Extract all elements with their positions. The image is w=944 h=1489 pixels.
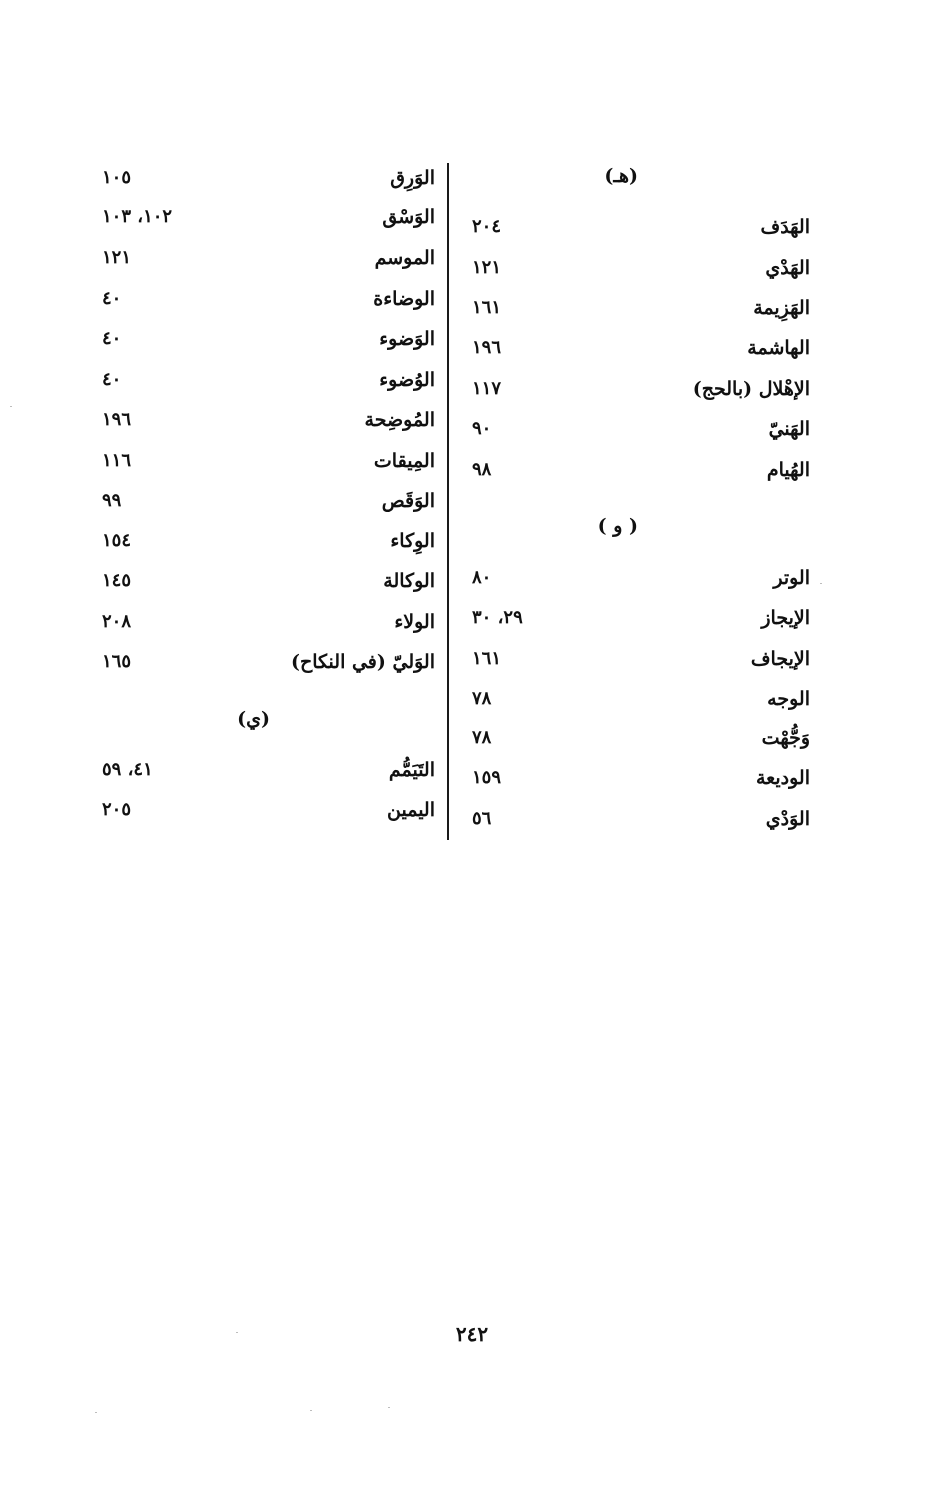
- index-entry: [90, 364, 435, 396]
- entry-pages: ١٠٥: [102, 167, 132, 188]
- section-heading-waw: ( و ): [597, 515, 638, 537]
- index-entry: [460, 562, 810, 594]
- entry-term: الوديعة: [756, 767, 810, 789]
- entry-pages: ٩٨: [472, 459, 492, 480]
- column-divider: [447, 163, 449, 840]
- index-entry: [90, 201, 435, 233]
- index-entry: [90, 404, 435, 436]
- index-entry: [90, 606, 435, 638]
- entry-term: الوَضوء: [379, 328, 435, 350]
- scan-speck: [95, 1412, 97, 1413]
- entry-term: الولاء: [394, 611, 435, 633]
- entry-term: اليمين: [387, 799, 435, 821]
- index-entry: [90, 646, 435, 678]
- index-entry: [90, 565, 435, 597]
- entry-term: المِيقات: [373, 450, 435, 472]
- index-entry: [90, 525, 435, 557]
- scan-speck: [310, 1410, 312, 1411]
- entry-pages: ٧٨: [472, 727, 492, 748]
- entry-pages: ٧٨: [472, 688, 492, 709]
- scan-speck: [820, 583, 822, 584]
- entry-pages: ١٢١: [102, 247, 132, 268]
- entry-pages: ١٦٥: [102, 651, 132, 672]
- entry-pages: ١٦١: [472, 648, 502, 669]
- entry-term: المُوضِحة: [364, 409, 435, 431]
- section-heading-ya: (ي): [237, 708, 270, 730]
- entry-term: الهَدَف: [760, 216, 810, 238]
- entry-term: الهَدْي: [765, 257, 810, 279]
- index-entry: [90, 242, 435, 274]
- index-entry: [460, 762, 810, 794]
- entry-pages: ٥٦: [472, 808, 492, 829]
- entry-term: الوَرِق: [390, 167, 435, 189]
- index-entry: [460, 211, 810, 243]
- index-entry: [90, 794, 435, 826]
- index-entry: [90, 754, 435, 786]
- index-entry: [460, 373, 810, 405]
- entry-pages: ٨٠: [472, 567, 492, 588]
- entry-pages: ٤٠: [102, 288, 122, 309]
- entry-term: الوُضوء: [379, 369, 435, 391]
- entry-term: الهاشمة: [747, 337, 810, 359]
- index-entry: [460, 683, 810, 715]
- entry-pages: ١٩٦: [472, 337, 502, 358]
- page-number: ٢٤٢: [455, 1322, 489, 1346]
- entry-pages: ٤٠: [102, 328, 122, 349]
- scan-speck: [388, 1407, 390, 1408]
- index-entry: [460, 454, 810, 486]
- entry-term: الموسم: [374, 247, 435, 269]
- entry-term: الوكالة: [383, 570, 435, 592]
- index-entry: [460, 803, 810, 835]
- entry-term: الإهْلال (بالحج): [692, 378, 810, 400]
- entry-pages: ٤١، ٥٩: [102, 759, 153, 780]
- scan-speck: [10, 406, 12, 407]
- entry-pages: ١٩٦: [102, 409, 132, 430]
- index-entry: [90, 162, 435, 194]
- entry-pages: ٢٠٥: [102, 799, 132, 820]
- entry-term: الهَزِيمة: [753, 297, 810, 319]
- entry-pages: ٢٠٤: [472, 216, 502, 237]
- entry-term: التَيَمُّم: [388, 759, 435, 781]
- entry-term: الوَدْي: [765, 808, 810, 830]
- entry-term: الوضاءة: [373, 288, 435, 310]
- entry-pages: ١٦١: [472, 297, 502, 318]
- entry-pages: ١١٧: [472, 378, 502, 399]
- entry-pages: ١٢١: [472, 257, 502, 278]
- index-entry: [90, 445, 435, 477]
- entry-pages: ٩٩: [102, 490, 122, 511]
- entry-term: وَجُّهْت: [761, 727, 810, 749]
- entry-pages: ٩٠: [472, 418, 492, 439]
- entry-term: الهَنيّ: [768, 418, 810, 440]
- entry-term: الوَقَص: [381, 490, 435, 512]
- index-entry: [460, 332, 810, 364]
- entry-term: الإيجاز: [761, 607, 810, 629]
- entry-term: الهُيام: [766, 459, 810, 481]
- index-entry: [460, 252, 810, 284]
- index-entry: [460, 413, 810, 445]
- entry-term: الإيجاف: [750, 648, 810, 670]
- entry-pages: ١٥٩: [472, 767, 502, 788]
- index-entry: [90, 485, 435, 517]
- section-heading-ha: (هـ): [604, 165, 638, 187]
- entry-pages: ١٠٢، ١٠٣: [102, 206, 173, 227]
- entry-term: الوتر: [773, 567, 810, 589]
- entry-term: الوجه: [767, 688, 810, 710]
- entry-pages: ٤٠: [102, 369, 122, 390]
- entry-pages: ١٤٥: [102, 570, 132, 591]
- index-entry: [460, 722, 810, 754]
- entry-pages: ٢٩، ٣٠: [472, 607, 523, 628]
- index-entry: [460, 643, 810, 675]
- entry-pages: ١٥٤: [102, 530, 132, 551]
- entry-pages: ١١٦: [102, 450, 132, 471]
- entry-term: الوَسْق: [382, 206, 435, 228]
- entry-pages: ٢٠٨: [102, 611, 132, 632]
- scan-speck: [236, 1332, 238, 1333]
- entry-term: الوِكاء: [390, 530, 435, 552]
- index-entry: [460, 602, 810, 634]
- index-entry: [460, 292, 810, 324]
- index-entry: [90, 283, 435, 315]
- entry-term: الوَليّ (في النكاح): [291, 651, 435, 673]
- index-entry: [90, 323, 435, 355]
